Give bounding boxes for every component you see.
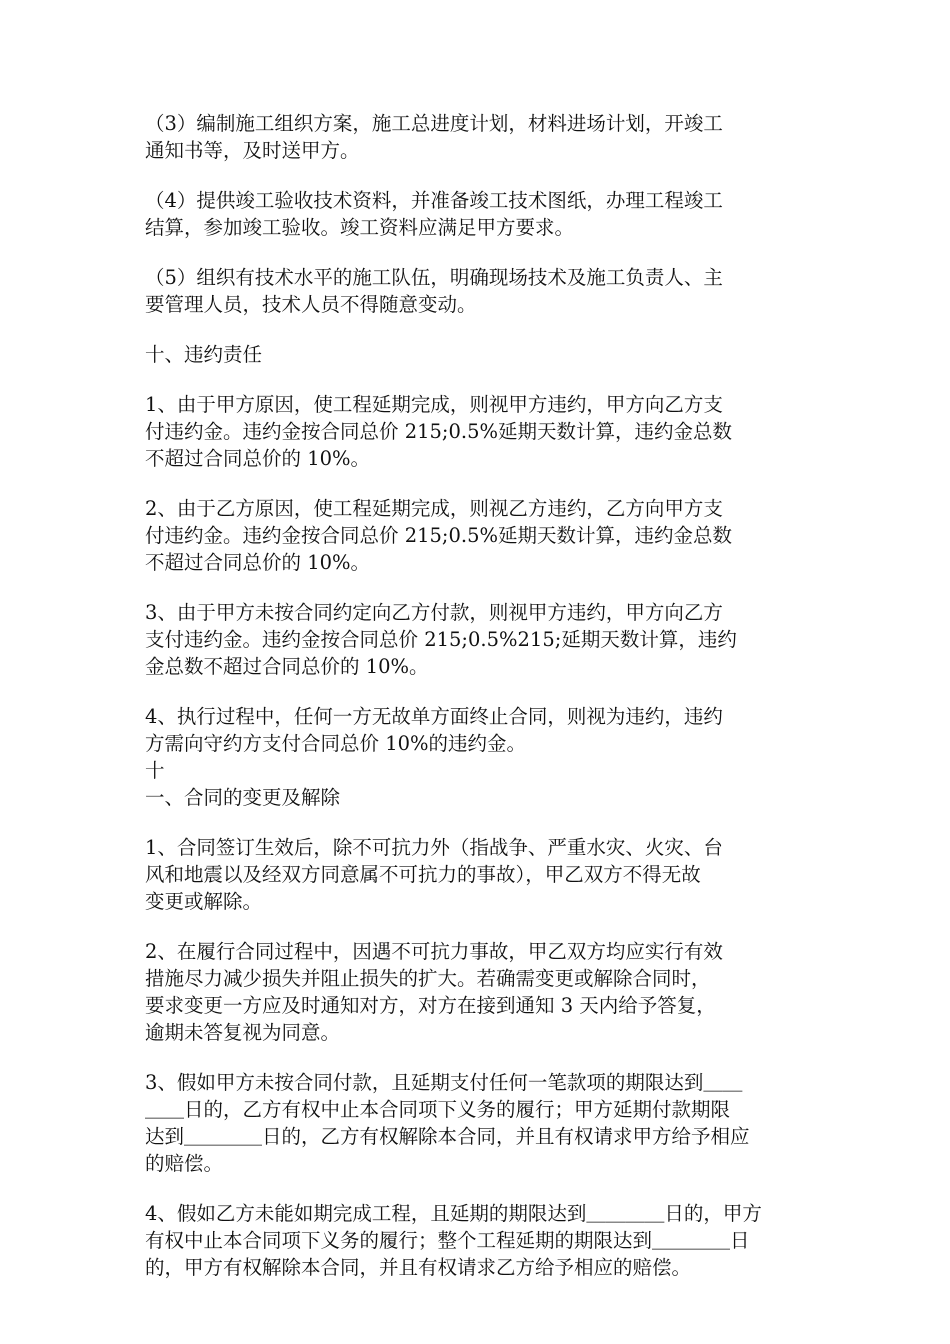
text-line: 不超过合同总价的 10%。 [145,551,371,574]
text-line: 金总数不超过合同总价的 10%。 [145,655,429,678]
breach-clause-1 [145,391,815,472]
text-line: 方需向守约方支付合同总价 10%的违约金。 [145,732,527,755]
text-line: 4、执行过程中，任何一方无故单方面终止合同，则视为违约，违约 [145,705,723,728]
text-line: 达到＿＿＿＿日的，乙方有权解除本合同，并且有权请求甲方给予相应 [145,1125,750,1148]
change-clause-3 [145,1069,815,1177]
text-line: （4）提供竣工验收技术资料，并准备竣工技术图纸，办理工程竣工 [145,189,723,212]
text-line: 支付违约金。违约金按合同总价 215;0.5%215;延期天数计算，违约 [145,628,737,651]
text-line: 风和地震以及经双方同意属不可抗力的事故），甲乙双方不得无故 [145,863,701,886]
text-line: 的赔偿。 [145,1152,224,1175]
text-line: 有权中止本合同项下义务的履行；整个工程延期的期限达到＿＿＿＿日 [145,1229,750,1252]
text-line: （3）编制施工组织方案，施工总进度计划，材料进场计划，开竣工 [145,112,723,135]
text-line: 4、假如乙方未能如期完成工程，且延期的期限达到＿＿＿＿日的，甲方 [145,1202,762,1225]
breach-clause-3 [145,599,815,680]
text-line: 付违约金。违约金按合同总价 215;0.5%延期天数计算，违约金总数 [145,524,733,547]
paragraph-item-4 [145,187,815,241]
change-clause-4 [145,1200,815,1281]
text-line: 十、违约责任 [145,343,263,366]
text-line: 措施尽力减少损失并阻止损失的扩大。若确需变更或解除合同时， [145,967,711,990]
breach-clause-2 [145,495,815,576]
text-line: 2、由于乙方原因，使工程延期完成，则视乙方违约，乙方向甲方支 [145,497,723,520]
text-line: 付违约金。违约金按合同总价 215;0.5%延期天数计算，违约金总数 [145,420,733,443]
text-line: 3、由于甲方未按合同约定向乙方付款，则视甲方违约，甲方向乙方 [145,601,723,624]
paragraph-item-5 [145,264,815,318]
text-line: 要管理人员，技术人员不得随意变动。 [145,293,477,316]
text-line: 的，甲方有权解除本合同，并且有权请求乙方给予相应的赔偿。 [145,1256,692,1279]
breach-clause-4-and-section-heading [145,703,815,811]
section-heading-breach [145,341,815,368]
text-line: 一、合同的变更及解除 [145,786,341,809]
change-clause-1 [145,834,815,915]
text-line: 十 [145,759,165,782]
text-line: 通知书等，及时送甲方。 [145,139,360,162]
text-line: 变更或解除。 [145,890,263,913]
change-clause-2 [145,938,815,1046]
paragraph-item-3 [145,110,815,164]
document-page [145,110,815,1281]
text-line: 1、合同签订生效后，除不可抗力外（指战争、严重水灾、火灾、台 [145,836,723,859]
text-line: 1、由于甲方原因，使工程延期完成，则视甲方违约，甲方向乙方支 [145,393,723,416]
text-line: 不超过合同总价的 10%。 [145,447,371,470]
text-line: ＿＿日的，乙方有权中止本合同项下义务的履行；甲方延期付款期限 [145,1098,731,1121]
text-line: 3、假如甲方未按合同付款，且延期支付任何一笔款项的期限达到＿＿ [145,1071,743,1094]
text-line: 要求变更一方应及时通知对方，对方在接到通知 3 天内给予答复， [145,994,716,1017]
text-line: 结算，参加竣工验收。竣工资料应满足甲方要求。 [145,216,575,239]
text-line: 逾期未答复视为同意。 [145,1021,341,1044]
text-line: （5）组织有技术水平的施工队伍，明确现场技术及施工负责人、主 [145,266,723,289]
text-line: 2、在履行合同过程中，因遇不可抗力事故，甲乙双方均应实行有效 [145,940,723,963]
